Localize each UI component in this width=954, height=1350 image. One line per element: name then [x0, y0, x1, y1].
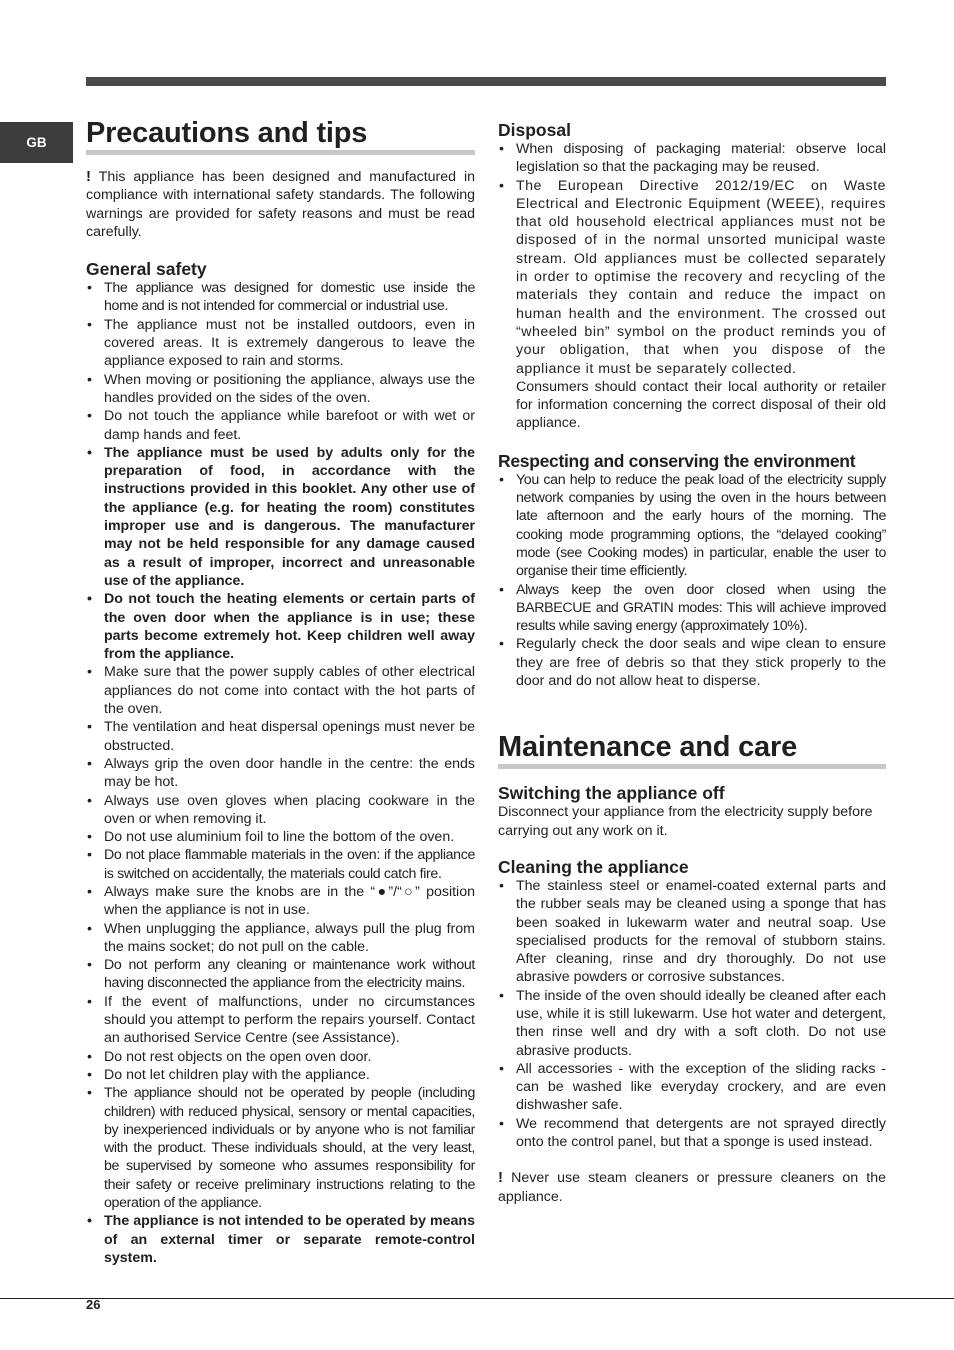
intro-text: This appliance has been designed and manufactured in compliance with international safety standards. The following warnings are provided for safety reasons and must be read carefully.: [86, 169, 475, 240]
list-item: • Do not touch the appliance while barefoot or with wet or damp hands and feet.: [86, 407, 475, 444]
footer-rule: [0, 1298, 954, 1299]
page-number: 26: [86, 1297, 101, 1312]
list-item: • The European Directive 2012/19/EC on Waste Electrical and Electronic Equipment (WEEE), requires that old household electrical appliances must not be disposed of in the normal unsorted municipal waste stream. Old appliances must be collected separately in order to optimise the recovery and recycling of the materials they contain and reduce the impact on human health and the environment. The crossed out “wheeled bin” symbol on the product reminds you of your obligation, that when you dispose of the appliance it must be separately collected.: [498, 177, 886, 378]
list-item: • The appliance is not intended to be operated by means of an external timer or separate remote-control system.: [86, 1212, 475, 1267]
list-item: • The inside of the oven should ideally be cleaned after each use, while it is still lukewarm. Use hot water and detergent, then rinse well and dry with a soft cloth. Do not use abrasive products.: [498, 987, 886, 1060]
top-rule: [86, 77, 886, 86]
list-item: • Do not touch the heating elements or certain parts of the oven door when the appliance is in use; these parts become extremely hot. Keep children well away from the appliance.: [86, 590, 475, 663]
disposal-note: Consumers should contact their local authority or retailer for information concerning the correct disposal of their old appliance.: [516, 378, 886, 432]
list-item: • The appliance must not be installed outdoors, even in covered areas. It is extremely dangerous to leave the appliance exposed to rain and storms.: [86, 316, 475, 371]
list-item: • The appliance was designed for domestic use inside the home and is not intended for commercial or industrial use.: [86, 279, 475, 316]
list-item: • Do not perform any cleaning or maintenance work without having disconnected the appliance from the electricity mains.: [86, 956, 475, 993]
switching-off-text: Disconnect your appliance from the electricity supply before carrying out any work on it.: [498, 804, 873, 839]
switching-off-heading: Switching the appliance off: [498, 783, 725, 804]
list-item: • When moving or positioning the appliance, always use the handles provided on the sides of the oven.: [86, 371, 475, 408]
warning-mark: !: [498, 1169, 503, 1187]
warning-text: Never use steam cleaners or pressure cleaners on the appliance.: [498, 1170, 886, 1205]
list-item: • Always use oven gloves when placing cookware in the oven or when removing it.: [86, 792, 475, 829]
list-item: • If the event of malfunctions, under no circumstances should you attempt to perform the repairs yourself. Contact an authorised Service Centre (see Assistance).: [86, 993, 475, 1048]
cleaning-heading: Cleaning the appliance: [498, 856, 689, 877]
list-item: • Make sure that the power supply cables of other electrical appliances do not come into contact with the hot parts of the oven.: [86, 663, 475, 718]
precautions-intro: [86, 168, 475, 241]
list-item: • Always keep the oven door closed when using the BARBECUE and GRATIN modes: This will achieve improved results while saving energy (approximately 10%).: [498, 581, 886, 636]
list-item: • All accessories - with the exception of the sliding racks - can be washed like everyday crockery, and are even dishwasher safe.: [498, 1060, 886, 1115]
environment-list: [498, 471, 886, 691]
list-item: • Regularly check the door seals and wipe clean to ensure they are free of debris so that they stick properly to the door and do not allow heat to disperse.: [498, 635, 886, 690]
list-item: • Always make sure the knobs are in the “●”/“○” position when the appliance is not in use.: [86, 883, 475, 920]
disposal-list: [498, 140, 886, 378]
list-item: • The stainless steel or enamel-coated external parts and the rubber seals may be cleaned using a sponge that has been soaked in lukewarm water and neutral soap. Use specialised products for the removal of stubborn stains. After cleaning, rinse and dry thoroughly. Do not use abrasive powders or corrosive substances.: [498, 877, 886, 987]
cleaning-list: [498, 877, 886, 1151]
cleaning-warning: [498, 1169, 886, 1206]
list-item: • The ventilation and heat dispersal openings must never be obstructed.: [86, 718, 475, 755]
list-item: • Do not use aluminium foil to line the bottom of the oven.: [86, 828, 475, 846]
list-item: • Do not rest objects on the open oven door.: [86, 1048, 475, 1066]
maintenance-title: Maintenance and care: [498, 730, 886, 769]
general-safety-list: [86, 279, 475, 1267]
list-item: • We recommend that detergents are not sprayed directly onto the control panel, but that a sponge is used instead.: [498, 1115, 886, 1152]
precautions-title: Precautions and tips: [86, 116, 475, 155]
environment-heading: Respecting and conserving the environment: [498, 450, 856, 471]
right-column: [498, 120, 886, 1206]
left-column: [86, 116, 475, 1267]
list-item: • Always grip the oven door handle in the centre: the ends may be hot.: [86, 755, 475, 792]
list-item: • The appliance must be used by adults only for the preparation of food, in accordance with the instructions provided in this booklet. Any other use of the appliance (e.g. for heating the room) constitutes improper use and is dangerous. The manufacturer may not be held responsible for any damage caused as a result of improper, incorrect and unreasonable use of the appliance.: [86, 444, 475, 590]
warning-mark: !: [86, 168, 91, 185]
list-item: • When unplugging the appliance, always pull the plug from the mains socket; do not pull on the cable.: [86, 920, 475, 957]
language-tab: GB: [0, 122, 73, 163]
disposal-heading: Disposal: [498, 120, 571, 140]
list-item: • Do not place flammable materials in the oven: if the appliance is switched on accidentally, the materials could catch fire.: [86, 846, 475, 883]
list-item: • The appliance should not be operated by people (including children) with reduced physical, sensory or mental capacities, by inexperienced individuals or by anyone who is not familiar with the product. These individuals should, at the very least, be supervised by someone who assumes responsibility for their safety or receive preliminary instructions relating to the operation of the appliance.: [86, 1084, 475, 1212]
list-item: • When disposing of packaging material: observe local legislation so that the packaging may be reused.: [498, 140, 886, 177]
general-safety-heading: General safety: [86, 259, 207, 280]
list-item: • You can help to reduce the peak load of the electricity supply network companies by using the oven in the hours between late afternoon and the early hours of the morning. The cooking mode programming options, the “delayed cooking” mode (see Cooking modes) in particular, enable the user to organise their time efficiently.: [498, 471, 886, 581]
list-item: • Do not let children play with the appliance.: [86, 1066, 475, 1084]
